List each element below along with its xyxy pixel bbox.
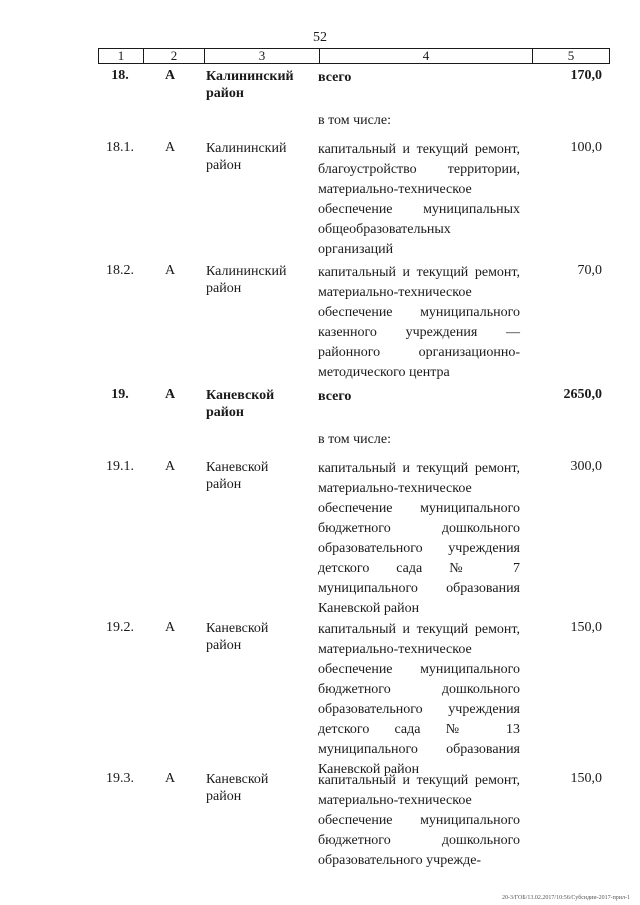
row-number: 19.3.	[106, 771, 134, 786]
subheading: в том числе:	[318, 432, 391, 447]
row-letter: А	[164, 140, 176, 155]
row-value: 70,0	[577, 263, 602, 278]
row-letter: А	[164, 68, 176, 83]
row-letter: А	[164, 263, 176, 278]
column-header-2: 2	[144, 49, 205, 64]
row-description: капитальный и текущий ремонт, материально-техническое обеспечение муниципального бюджетного дошкольного образовательного учреждения детского сада № 13 муниципального образования Каневской район	[318, 622, 520, 777]
row-letter: А	[164, 459, 176, 474]
row-district: Каневской район	[206, 772, 269, 804]
row-district: Калининский район	[206, 69, 294, 101]
column-header-table	[98, 48, 610, 64]
row-value: 100,0	[570, 140, 602, 155]
row-description: капитальный и текущий ремонт, материально-техническое обеспечение муниципального бюджетного дошкольного образовательного учреждения детского сада № 7 муниципального образования Каневской район	[318, 461, 520, 616]
row-value: 170,0	[570, 68, 602, 83]
row-letter: А	[164, 387, 176, 402]
page-number: 52	[313, 30, 327, 45]
row-number: 18.2.	[106, 263, 134, 278]
row-description: капитальный и текущий ремонт, материально-техническое обеспечение муниципального казенного учреждения — районного организационно-методического центра	[318, 265, 520, 380]
row-district: Каневской район	[206, 460, 269, 492]
document-footer: 20-3/ГОБ/13.02.2017/10:56/Субсидии-2017-прил-1	[501, 895, 630, 901]
row-district: Каневской район	[206, 388, 275, 420]
row-number: 18.1.	[106, 140, 134, 155]
row-label: всего	[318, 389, 352, 404]
row-number: 19.	[111, 387, 129, 402]
row-label: всего	[318, 70, 352, 85]
row-value: 300,0	[570, 459, 602, 474]
row-value: 2650,0	[563, 387, 602, 402]
row-district: Каневской район	[206, 621, 269, 653]
row-number: 19.1.	[106, 459, 134, 474]
row-number: 18.	[111, 68, 129, 83]
row-district: Калининский район	[206, 264, 287, 296]
row-letter: А	[164, 771, 176, 786]
column-header-1: 1	[99, 49, 144, 64]
row-value: 150,0	[570, 620, 602, 635]
row-district: Калининский район	[206, 141, 287, 173]
subheading: в том числе:	[318, 113, 391, 128]
row-value: 150,0	[570, 771, 602, 786]
row-description: капитальный и текущий ремонт, материально-техническое обеспечение муниципального бюджетного дошкольного образовательного учрежде-	[318, 773, 520, 868]
row-number: 19.2.	[106, 620, 134, 635]
column-header-3: 3	[205, 49, 320, 64]
column-header-4: 4	[320, 49, 533, 64]
row-letter: А	[164, 620, 176, 635]
row-description: капитальный и текущий ремонт, благоустройство территории, материально-техническое обеспечение муниципальных общеобразовательных организаций	[318, 142, 520, 257]
column-header-5: 5	[533, 49, 610, 64]
